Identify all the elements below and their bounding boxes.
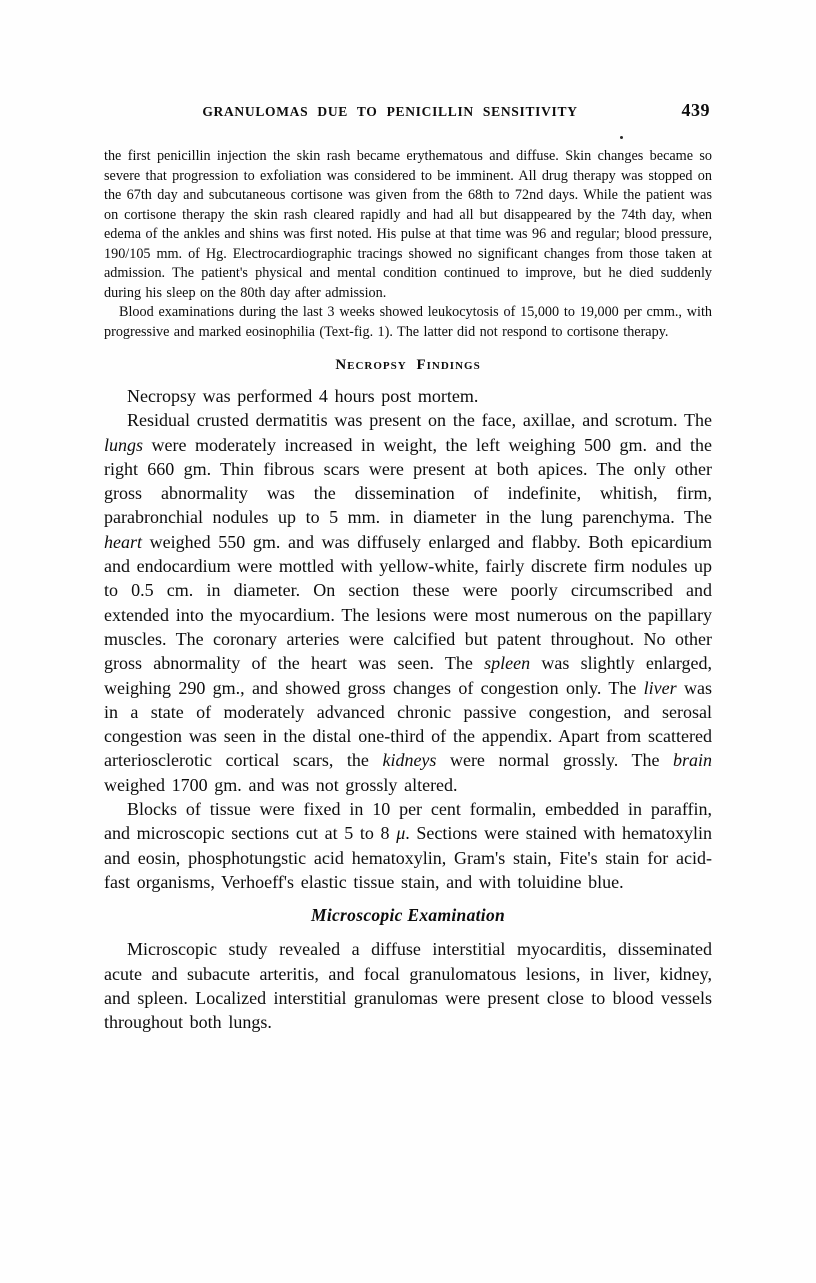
section-heading-microscopic-examination: Microscopic Examination bbox=[310, 905, 506, 926]
paragraph-blood-examinations: Blood examinations during the last 3 weeks showed leukocytosis of 15,000 to 19,000 per cmm., with progressive and marked eosinophilia (Text-fig. 1). The latter did not respond to cortisone therapy. bbox=[104, 304, 712, 340]
paragraph-microscopic-findings: Microscopic study revealed a diffuse interstitial myocarditis, disseminated acute and subacute arteritis, and focal granulomatous lesions, in liver, kidney, and spleen. Localized interstitial granulomas were present close to blood vessels throughout both lungs. bbox=[104, 939, 712, 1033]
section-heading-necropsy-findings: Necropsy Findings bbox=[335, 357, 481, 373]
paragraph-gross-findings: Residual crusted dermatitis was present on the face, axillae, and scrotum. The lungs were moderately increased in weight, the left weighing 500 gm. and the right 660 gm. Thin fibrous scars were present at both apices. The only other gross abnormality was the dissemination of indefinite, whitish, firm, parabronchial nodules up to 5 mm. in diameter in the lung parenchyma. The heart weighed 550 gm. and was diffusely enlarged and flabby. Both epicardium and endocardium were mottled with yellow-white, fairly discrete firm nodules up to 0.5 cm. in diameter. On section these were poorly circumscribed and extended into the myocardium. The lesions were most numerous on the papillary muscles. The coronary arteries were calcified but patent throughout. No other gross abnormality of the heart was seen. The spleen was slightly enlarged, weighing 290 gm., and showed gross changes of congestion only. The liver was in a state of moderately advanced chronic passive congestion, and serosal congestion was seen in the distal one-third of the appendix. Apart from scattered arteriosclerotic cortical scars, the kidneys were normal grossly. The brain weighed 1700 gm. and was not grossly altered. bbox=[104, 410, 713, 795]
text-column bbox=[104, 147, 712, 1034]
paragraph-tissue-preparation: Blocks of tissue were fixed in 10 per cent formalin, embedded in paraffin, and microscopic sections cut at 5 to 8 μ. Sections were stained with hematoxylin and eosin, phosphotungstic acid hematoxylin, Gram's stain, Fite's stain for acid-fast organisms, Verhoeff's elastic tissue stain, and with toluidine blue. bbox=[104, 799, 713, 892]
print-artifact-dot bbox=[620, 136, 623, 139]
page-number: 439 bbox=[681, 100, 710, 120]
running-head-title: GRANULOMAS DUE TO PENICILLIN SENSITIVITY bbox=[202, 104, 578, 119]
paragraph-necropsy-time: Necropsy was performed 4 hours post mortem. bbox=[127, 386, 479, 406]
paragraph-case-continuation: the first penicillin injection the skin rash became erythematous and diffuse. Skin changes became so severe that progression to exfoliation was considered to be imminent. All drug therapy was stopped on the 67th day and subcutaneous cortisone was given from the 68th to 72nd days. While the patient was on cortisone therapy the skin rash cleared rapidly and had all but disappeared by the 74th day, when edema of the ankles and shins was first noted. His pulse at that time was 96 and regular; blood pressure, 190/105 mm. of Hg. Electrocardiographic tracings showed no significant changes from those taken at admission. The patient's physical and mental condition continued to improve, but he died suddenly during his sleep on the 80th day after admission. bbox=[104, 148, 712, 301]
running-head bbox=[104, 100, 712, 126]
